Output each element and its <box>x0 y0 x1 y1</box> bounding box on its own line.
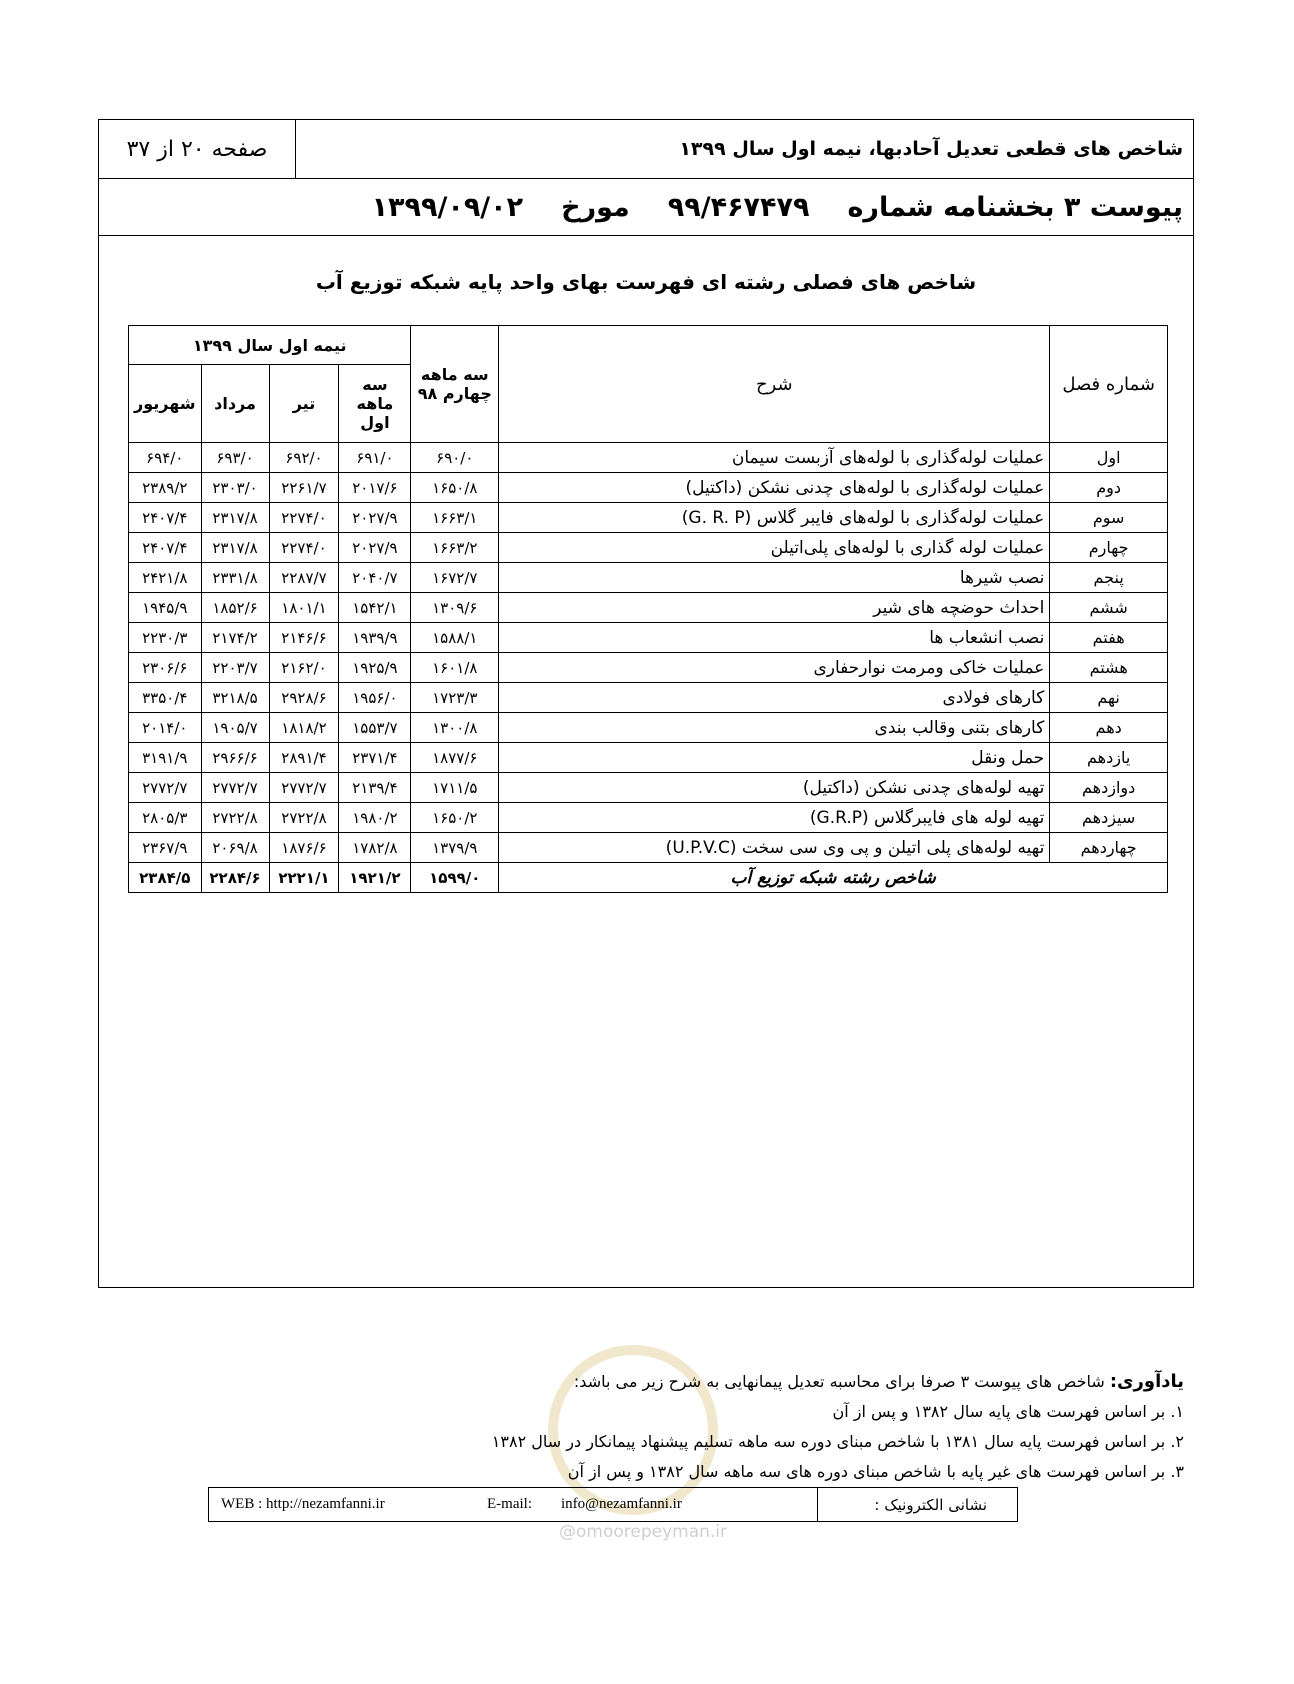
table-cell-q4-98: ۱۶۰۱/۸ <box>411 653 499 683</box>
table-cell-q4-98: ۱۷۲۳/۳ <box>411 683 499 713</box>
table-cell-q4-98: ۱۳۷۹/۹ <box>411 833 499 863</box>
table-cell-q4-98: ۱۳۰۰/۸ <box>411 713 499 743</box>
table-row <box>129 803 1168 833</box>
table-cell-q1: ۲۱۳۹/۴ <box>339 773 411 803</box>
table-cell-shahrivar: ۲۷۷۲/۷ <box>129 773 202 803</box>
email-label: E-mail: <box>487 1496 532 1512</box>
table-cell-description: عملیات لوله‌گذاری با لوله‌های فایبر گلاس (G. R. P) <box>499 503 1050 533</box>
table-cell-shahrivar: ۲۴۲۱/۸ <box>129 563 202 593</box>
date-label: مورخ <box>561 191 630 223</box>
table-cell-season: چهارم <box>1050 533 1168 563</box>
table-cell-q1: ۶۹۱/۰ <box>339 443 411 473</box>
table-cell-mordad: ۲۳۱۷/۸ <box>201 503 269 533</box>
table-cell-season: هفتم <box>1050 623 1168 653</box>
table-cell-q1: ۱۵۴۲/۱ <box>339 593 411 623</box>
table-row <box>129 623 1168 653</box>
table-cell-q4-98: ۶۹۰/۰ <box>411 443 499 473</box>
notes-lead: یادآوری: <box>1109 1371 1184 1392</box>
total-cell-mordad: ۲۲۸۴/۶ <box>201 863 269 893</box>
table-cell-mordad: ۲۲۰۳/۷ <box>201 653 269 683</box>
header-shahrivar: شهریور <box>129 365 202 443</box>
table-cell-mordad: ۲۰۶۹/۸ <box>201 833 269 863</box>
circular-label: پیوست ۳ بخشنامه شماره <box>847 191 1183 223</box>
table-cell-q4-98: ۱۶۵۰/۸ <box>411 473 499 503</box>
table-cell-season: چهاردهم <box>1050 833 1168 863</box>
watermark-text: @omoorepeyman.ir <box>558 1522 728 1542</box>
table-row <box>129 833 1168 863</box>
table-row <box>129 683 1168 713</box>
table-cell-season: هشتم <box>1050 653 1168 683</box>
web-link[interactable]: WEB : http://nezamfanni.ir <box>221 1496 385 1512</box>
notes-intro: شاخص های پیوست ۳ صرفا برای محاسبه تعدیل پیمانهایی به شرح زیر می باشد: <box>573 1372 1105 1391</box>
table-cell-shahrivar: ۲۳۰۶/۶ <box>129 653 202 683</box>
table-cell-season: ششم <box>1050 593 1168 623</box>
table-body <box>129 443 1168 893</box>
table-cell-description: عملیات لوله‌گذاری با لوله‌های آزبست سیمان <box>499 443 1050 473</box>
table-cell-mordad: ۱۸۵۲/۶ <box>201 593 269 623</box>
table-cell-mordad: ۲۷۲۲/۸ <box>201 803 269 833</box>
table-cell-mordad: ۲۳۰۳/۰ <box>201 473 269 503</box>
table-cell-description: کارهای فولادی <box>499 683 1050 713</box>
table-cell-season: دهم <box>1050 713 1168 743</box>
notes <box>492 1367 1184 1487</box>
table-cell-description: عملیات لوله‌گذاری با لوله‌های چدنی نشکن (داکتیل) <box>499 473 1050 503</box>
table-cell-description: نصب انشعاب ها <box>499 623 1050 653</box>
table-cell-q1: ۱۷۸۲/۸ <box>339 833 411 863</box>
table-cell-description: تهیه لوله های فایبرگلاس (G.R.P) <box>499 803 1050 833</box>
table-cell-description: حمل ونقل <box>499 743 1050 773</box>
table-cell-tir: ۲۲۶۱/۷ <box>269 473 339 503</box>
table-cell-q1: ۱۹۳۹/۹ <box>339 623 411 653</box>
total-cell-tir: ۲۲۲۱/۱ <box>269 863 339 893</box>
table-cell-tir: ۲۱۴۶/۶ <box>269 623 339 653</box>
table-cell-season: اول <box>1050 443 1168 473</box>
table-cell-shahrivar: ۲۰۱۴/۰ <box>129 713 202 743</box>
table-cell-shahrivar: ۲۴۰۷/۴ <box>129 503 202 533</box>
table-row <box>129 533 1168 563</box>
table-cell-q4-98: ۱۷۱۱/۵ <box>411 773 499 803</box>
table-cell-mordad: ۱۹۰۵/۷ <box>201 713 269 743</box>
table-cell-mordad: ۲۷۷۲/۷ <box>201 773 269 803</box>
table-cell-description: نصب شیرها <box>499 563 1050 593</box>
table-cell-mordad: ۲۳۳۱/۸ <box>201 563 269 593</box>
table-cell-shahrivar: ۲۲۳۰/۳ <box>129 623 202 653</box>
table-cell-tir: ۱۸۱۸/۲ <box>269 713 339 743</box>
table-row <box>129 443 1168 473</box>
table-row <box>129 713 1168 743</box>
notes-item: ۱. بر اساس فهرست های پایه سال ۱۳۸۲ و پس از آن <box>832 1402 1184 1421</box>
document-frame <box>98 119 1194 1288</box>
table-cell-tir: ۲۷۲۲/۸ <box>269 803 339 833</box>
table-row <box>129 473 1168 503</box>
table-cell-mordad: ۲۱۷۴/۲ <box>201 623 269 653</box>
table-cell-shahrivar: ۲۳۸۹/۲ <box>129 473 202 503</box>
table-cell-q4-98: ۱۶۵۰/۲ <box>411 803 499 833</box>
table-cell-q1: ۱۹۸۰/۲ <box>339 803 411 833</box>
table-cell-shahrivar: ۳۱۹۱/۹ <box>129 743 202 773</box>
notes-item: ۲. بر اساس فهرست پایه سال ۱۳۸۱ با شاخص مبنای دوره سه ماهه تسلیم پیشنهاد پیمانکار در سال ۱۳۸۲ <box>491 1432 1184 1451</box>
page-number: صفحه ۲۰ از ۳۷ <box>99 120 296 178</box>
total-cell-q4: ۱۵۹۹/۰ <box>411 863 499 893</box>
table-cell-description: عملیات لوله گذاری با لوله‌های پلی‌اتیلن <box>499 533 1050 563</box>
table-cell-q4-98: ۱۸۷۷/۶ <box>411 743 499 773</box>
total-cell-q1: ۱۹۲۱/۲ <box>339 863 411 893</box>
table-cell-shahrivar: ۲۳۶۷/۹ <box>129 833 202 863</box>
email-link[interactable]: info@nezamfanni.ir <box>561 1496 682 1512</box>
table-cell-tir: ۲۲۸۷/۷ <box>269 563 339 593</box>
header-q4-98: سه ماهه چهارم ۹۸ <box>411 326 499 443</box>
table-cell-shahrivar: ۱۹۴۵/۹ <box>129 593 202 623</box>
table-cell-season: پنجم <box>1050 563 1168 593</box>
header-row <box>99 120 1193 179</box>
table-row <box>129 503 1168 533</box>
table-cell-tir: ۲۹۲۸/۶ <box>269 683 339 713</box>
contact-label: نشانی الکترونیک : <box>817 1488 1017 1521</box>
header-season-no: شماره فصل <box>1050 326 1168 443</box>
header-mordad: مرداد <box>201 365 269 443</box>
table-cell-shahrivar: ۶۹۴/۰ <box>129 443 202 473</box>
date-value: ۱۳۹۹/۰۹/۰۲ <box>371 191 524 223</box>
header-half-1399: نیمه اول سال ۱۳۹۹ <box>129 326 411 365</box>
table-cell-q1: ۱۹۲۵/۹ <box>339 653 411 683</box>
table-cell-q4-98: ۱۶۶۳/۲ <box>411 533 499 563</box>
table-cell-tir: ۱۸۷۶/۶ <box>269 833 339 863</box>
table-cell-season: سوم <box>1050 503 1168 533</box>
table-cell-description: عملیات خاکی ومرمت نوارحفاری <box>499 653 1050 683</box>
table-cell-tir: ۱۸۰۱/۱ <box>269 593 339 623</box>
table-cell-mordad: ۲۳۱۷/۸ <box>201 533 269 563</box>
table-row <box>129 773 1168 803</box>
table-row <box>129 563 1168 593</box>
table-cell-shahrivar: ۳۳۵۰/۴ <box>129 683 202 713</box>
table-cell-q1: ۲۳۷۱/۴ <box>339 743 411 773</box>
table-cell-tir: ۲۱۶۲/۰ <box>269 653 339 683</box>
total-cell-shahrivar: ۲۳۸۴/۵ <box>129 863 202 893</box>
table-cell-tir: ۲۲۷۴/۰ <box>269 503 339 533</box>
table-cell-description: تهیه لوله‌های پلی اتیلن و پی وی سی سخت (U.P.V.C) <box>499 833 1050 863</box>
table-cell-season: دوازدهم <box>1050 773 1168 803</box>
table-row <box>129 653 1168 683</box>
header-tir: تیر <box>269 365 339 443</box>
contact-box <box>208 1487 1018 1522</box>
table-cell-q4-98: ۱۳۰۹/۶ <box>411 593 499 623</box>
table-row <box>129 593 1168 623</box>
table-cell-season: نهم <box>1050 683 1168 713</box>
header-description: شرح <box>499 326 1050 443</box>
table-total-row <box>129 863 1168 893</box>
notes-item: ۳. بر اساس فهرست های غیر پایه با شاخص مبنای دوره های سه ماهه سال ۱۳۸۲ و پس از آن <box>567 1462 1184 1481</box>
total-label: شاخص رشته شبکه توزیع آب <box>499 863 1168 893</box>
table-cell-q1: ۱۵۵۳/۷ <box>339 713 411 743</box>
table-cell-q1: ۱۹۵۶/۰ <box>339 683 411 713</box>
table-cell-q4-98: ۱۶۷۲/۷ <box>411 563 499 593</box>
table-cell-shahrivar: ۲۸۰۵/۳ <box>129 803 202 833</box>
table-cell-mordad: ۶۹۳/۰ <box>201 443 269 473</box>
table-cell-q4-98: ۱۵۸۸/۱ <box>411 623 499 653</box>
index-table <box>128 325 1168 893</box>
table-cell-mordad: ۲۹۶۶/۶ <box>201 743 269 773</box>
table-cell-description: احداث حوضچه های شیر <box>499 593 1050 623</box>
table-cell-season: دوم <box>1050 473 1168 503</box>
table-cell-q1: ۲۰۴۰/۷ <box>339 563 411 593</box>
table-cell-shahrivar: ۲۴۰۷/۴ <box>129 533 202 563</box>
table-cell-q1: ۲۰۱۷/۶ <box>339 473 411 503</box>
table-cell-season: یازدهم <box>1050 743 1168 773</box>
circular-header <box>99 179 1193 236</box>
table-cell-tir: ۲۸۹۱/۴ <box>269 743 339 773</box>
table-cell-description: کارهای بتنی وقالب بندی <box>499 713 1050 743</box>
table-cell-description: تهیه لوله‌های چدنی نشکن (داکتیل) <box>499 773 1050 803</box>
table-cell-mordad: ۳۲۱۸/۵ <box>201 683 269 713</box>
table-cell-tir: ۶۹۲/۰ <box>269 443 339 473</box>
table-cell-q1: ۲۰۲۷/۹ <box>339 503 411 533</box>
notes-intro-line <box>492 1367 1184 1397</box>
table-cell-q4-98: ۱۶۶۳/۱ <box>411 503 499 533</box>
table-row <box>129 743 1168 773</box>
table-cell-q1: ۲۰۲۷/۹ <box>339 533 411 563</box>
table-cell-season: سیزدهم <box>1050 803 1168 833</box>
document-title: شاخص های قطعی تعدیل آحادبها، نیمه اول سال ۱۳۹۹ <box>679 138 1183 160</box>
table-title: شاخص های فصلی رشته ای فهرست بهای واحد پایه شبکه توزیع آب <box>315 270 977 294</box>
table-cell-tir: ۲۲۷۴/۰ <box>269 533 339 563</box>
table-cell-tir: ۲۷۷۲/۷ <box>269 773 339 803</box>
header-q1: سه ماهه اول <box>339 365 411 443</box>
circular-number: ۹۹/۴۶۷۴۷۹ <box>667 191 810 223</box>
